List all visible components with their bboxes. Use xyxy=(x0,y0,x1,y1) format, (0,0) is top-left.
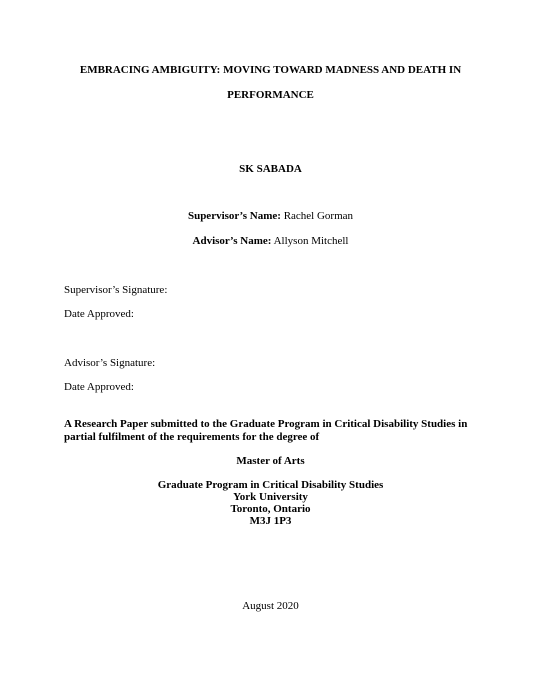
author-name: SK SABADA xyxy=(239,163,302,175)
date-approved-label-2: Date Approved: xyxy=(64,381,134,393)
submission-statement-line-2: partial fulfilment of the requirements for the degree of xyxy=(64,431,320,443)
supervisor-signature-label: Supervisor’s Signature: xyxy=(64,284,168,296)
postal-code: M3J 1P3 xyxy=(249,515,292,527)
date-approved-label-1: Date Approved: xyxy=(64,308,134,320)
supervisor-line xyxy=(0,210,541,223)
university-name: York University xyxy=(233,491,308,503)
city-province: Toronto, Ontario xyxy=(230,503,311,515)
advisor-label: Advisor’s Name: xyxy=(192,235,272,247)
advisor-name: Allyson Mitchell xyxy=(273,235,349,247)
supervisor-name: Rachel Gorman xyxy=(283,210,354,222)
degree-name: Master of Arts xyxy=(236,455,305,467)
thesis-title-line-1: EMBRACING AMBIGUITY: MOVING TOWARD MADNESS AND DEATH IN xyxy=(79,64,462,76)
supervisor-label: Supervisor’s Name: xyxy=(187,210,281,222)
thesis-title-line-2: PERFORMANCE xyxy=(227,89,314,101)
advisor-signature-label: Advisor’s Signature: xyxy=(64,357,156,369)
submission-date: August 2020 xyxy=(242,600,299,612)
advisor-line xyxy=(0,235,541,248)
program-name: Graduate Program in Critical Disability Studies xyxy=(157,479,384,491)
submission-statement-line-1: A Research Paper submitted to the Graduate Program in Critical Disability Studies in xyxy=(64,418,468,430)
